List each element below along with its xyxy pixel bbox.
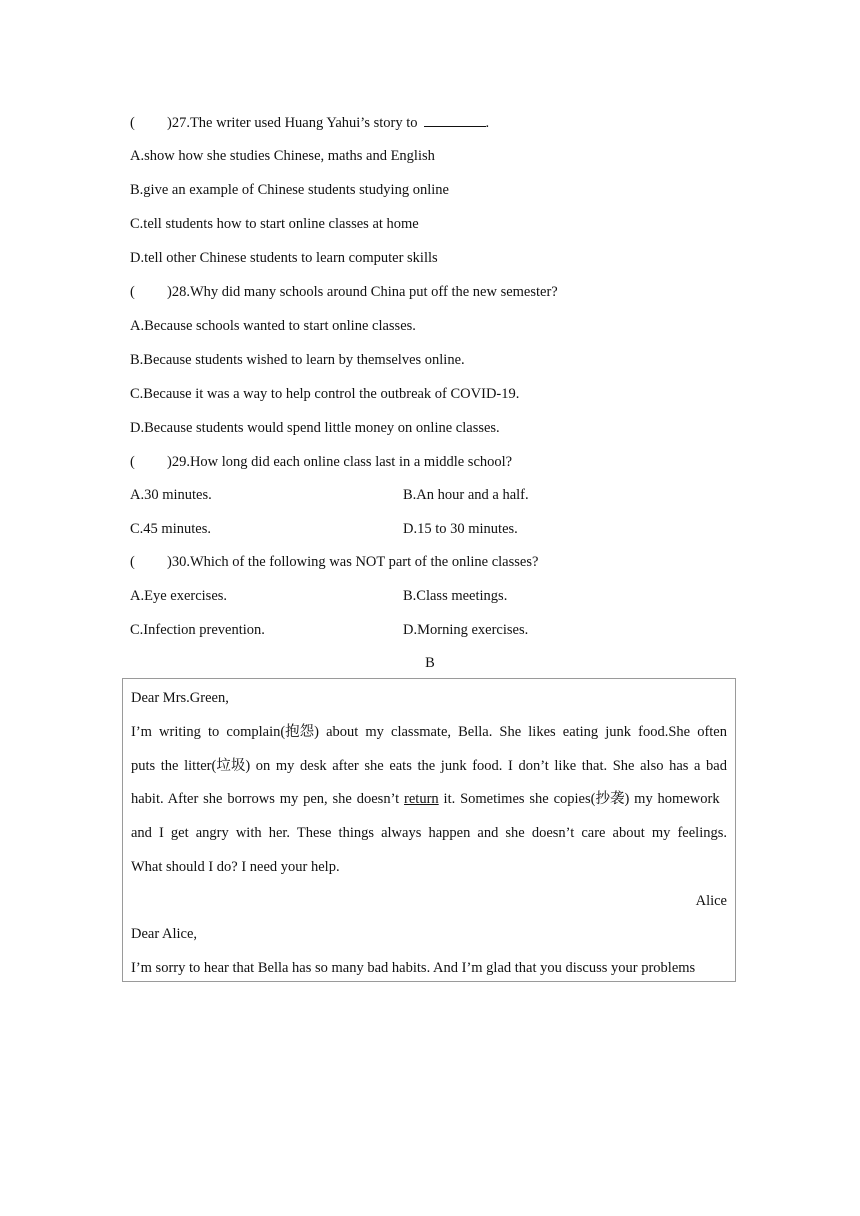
letter-line [131, 789, 727, 809]
answer-blank [424, 112, 486, 127]
answer-paren: ( [130, 284, 135, 300]
section-title: B [425, 655, 435, 671]
option-27-b: B.give an example of Chinese students studying online [130, 182, 449, 198]
option-29-a: A.30 minutes. [130, 487, 212, 503]
letter-line: and I get angry with her. These things always happen and she doesn’t care about my feelings. [131, 825, 727, 841]
option-27-a: A.show how she studies Chinese, maths and English [130, 148, 435, 164]
question-30-stem [130, 552, 538, 572]
answer-paren: ( [130, 115, 135, 131]
option-30-a: A.Eye exercises. [130, 588, 228, 604]
answer-paren: ( [130, 554, 135, 570]
question-text: )30.Which of the following was NOT part of the online classes? [167, 554, 539, 570]
reply-line: I’m sorry to hear that Bella has so many bad habits. And I’m glad that you discuss your problems [131, 960, 696, 976]
letter-text-before: habit. After she borrows my pen, she doesn’t [131, 791, 400, 807]
question-27-stem [130, 112, 489, 133]
option-28-c: C.Because it was a way to help control the outbreak of COVID-19. [130, 386, 520, 402]
option-27-c: C.tell students how to start online classes at home [130, 216, 419, 232]
question-text: )29.How long did each online class last in a middle school? [167, 454, 513, 470]
question-text: )28.Why did many schools around China put off the new semester? [167, 284, 558, 300]
letter-line: What should I do? I need your help. [131, 859, 340, 875]
letter-signature: Alice [695, 893, 727, 909]
reply-greeting: Dear Alice, [131, 926, 198, 942]
letter-text-after: it. Sometimes she copies(抄袭) my homework [443, 791, 720, 807]
question-text: )27.The writer used Huang Yahui’s story to [167, 115, 418, 131]
letter-line: I’m writing to complain(抱怨) about my classmate, Bella. She likes eating junk food.She often [131, 724, 727, 740]
option-29-c: C.45 minutes. [130, 521, 211, 537]
underlined-word: return [404, 791, 439, 807]
option-29-b: B.An hour and a half. [403, 487, 529, 503]
option-30-b: B.Class meetings. [403, 588, 508, 604]
letter-line: puts the litter(垃圾) on my desk after she eats the junk food. I don’t like that. She also has a bad [131, 758, 727, 774]
question-28-stem [130, 282, 558, 302]
letter-greeting: Dear Mrs.Green, [131, 690, 229, 706]
blank-suffix: . [485, 115, 490, 131]
question-29-stem [130, 452, 512, 472]
option-29-d: D.15 to 30 minutes. [403, 521, 518, 537]
answer-paren: ( [130, 454, 135, 470]
option-28-d: D.Because students would spend little money on online classes. [130, 420, 500, 436]
letter-box [122, 678, 736, 982]
option-28-a: A.Because schools wanted to start online classes. [130, 318, 416, 334]
option-27-d: D.tell other Chinese students to learn computer skills [130, 250, 438, 266]
option-30-c: C.Infection prevention. [130, 622, 265, 638]
option-30-d: D.Morning exercises. [403, 622, 529, 638]
option-28-b: B.Because students wished to learn by themselves online. [130, 352, 465, 368]
letter-text [131, 791, 720, 807]
